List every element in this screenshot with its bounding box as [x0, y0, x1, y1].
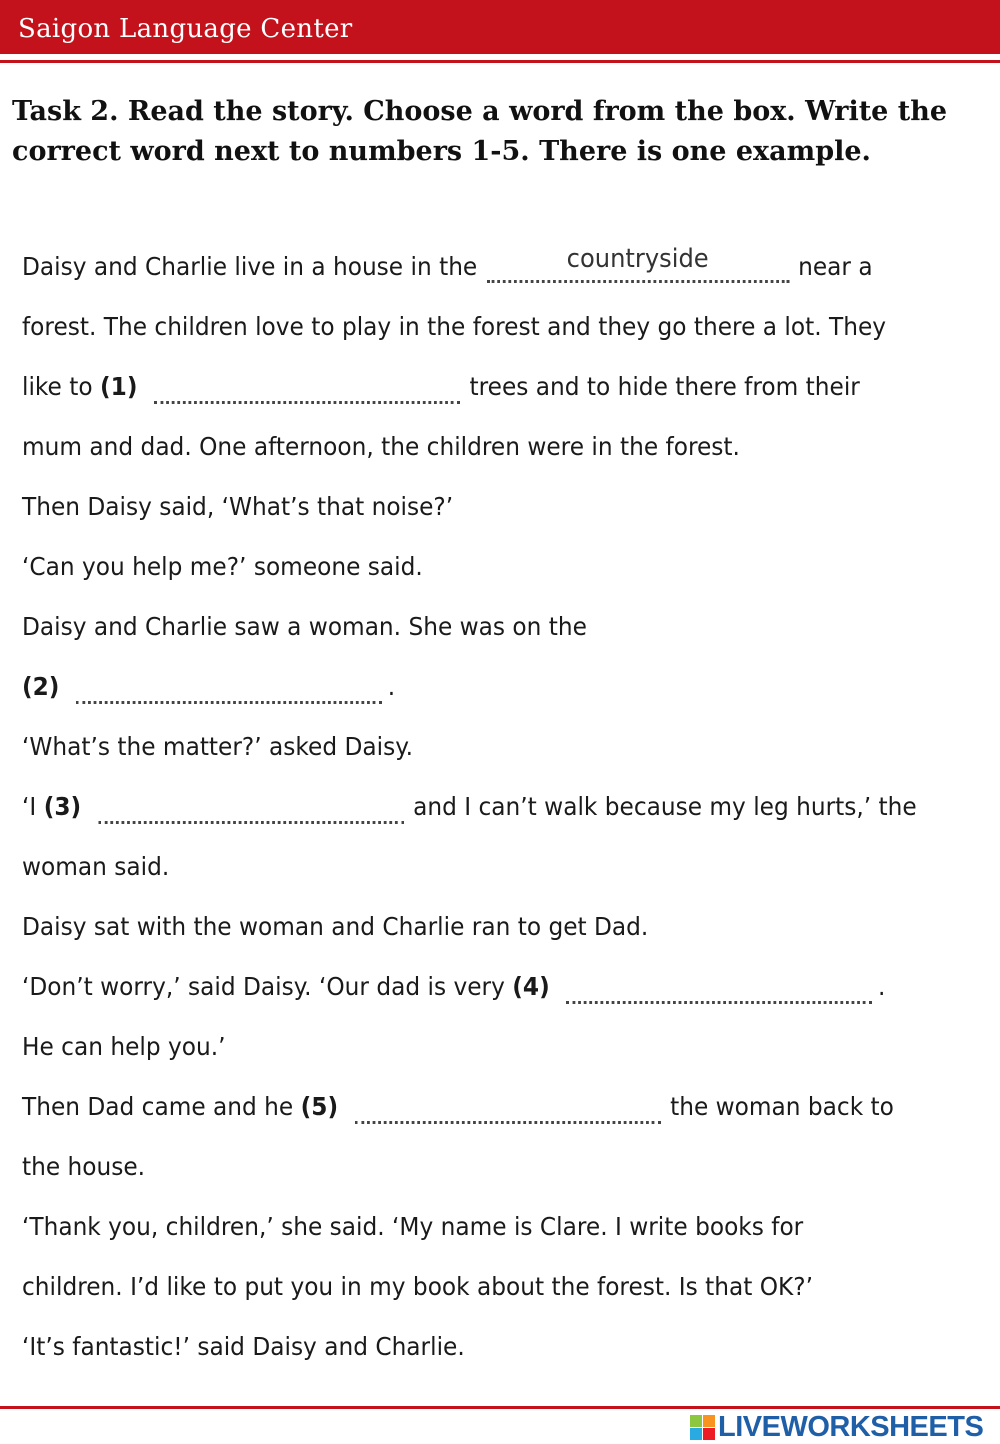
- story-line: [22, 1256, 919, 1316]
- story-line: [22, 776, 919, 836]
- answer-input-3[interactable]: [98, 789, 404, 824]
- story-text-segment: ‘Thank you, children,’ she said. ‘My name is Clare. I write books for: [22, 1211, 804, 1241]
- story-text-segment: Then Dad came and he: [22, 1091, 294, 1121]
- story-text-segment: woman said.: [22, 851, 170, 881]
- logo-grid-cell: [690, 1415, 702, 1427]
- story-text-segment: He can help you.’: [22, 1031, 226, 1061]
- story-text-segment: ‘Don’t worry,’ said Daisy. ‘Our dad is very: [22, 971, 505, 1001]
- story-text-segment: Daisy and Charlie live in a house in the: [22, 251, 478, 281]
- story-text-segment: like to: [22, 371, 93, 401]
- logo-grid-cell: [703, 1415, 715, 1427]
- story-text: [22, 236, 987, 1376]
- story-text-segment: and I can’t walk because my leg hurts,’ the: [413, 791, 917, 821]
- story-line: [22, 1196, 919, 1256]
- story-line: [22, 956, 919, 1016]
- story-line: [22, 836, 919, 896]
- story-line: [22, 1016, 919, 1076]
- story-line: [22, 896, 919, 956]
- answer-input-1[interactable]: [154, 369, 460, 404]
- story-line: [22, 236, 919, 296]
- story-text-segment: ‘I: [22, 791, 37, 821]
- story-line: [22, 536, 919, 596]
- logo-text: LIVEWORKSHEETS: [718, 1411, 984, 1443]
- answer-input-2[interactable]: [76, 669, 382, 704]
- story-text-segment: ‘What’s the matter?’ asked Daisy.: [22, 731, 414, 761]
- story-line: [22, 356, 919, 416]
- story-line: [22, 656, 919, 716]
- header-divider: [0, 60, 1000, 63]
- story-text-segment: children. I’d like to put you in my book about the forest. Is that OK?’: [22, 1271, 814, 1301]
- story-line: [22, 1076, 919, 1136]
- story-text-segment: ‘Can you help me?’ someone said.: [22, 551, 423, 581]
- question-number-1: (1): [100, 371, 138, 401]
- story-text-segment: Daisy and Charlie saw a woman. She was on the: [22, 611, 587, 641]
- header-bar: [0, 0, 1000, 54]
- story-text-segment: forest. The children love to play in the forest and they go there a lot. They: [22, 311, 887, 341]
- story-text-segment: mum and dad. One afternoon, the children were in the forest.: [22, 431, 740, 461]
- story-line: [22, 476, 919, 536]
- story-line: [22, 1316, 919, 1376]
- header-title: Saigon Language Center: [18, 14, 353, 44]
- question-number-2: (2): [22, 671, 60, 701]
- question-number-5: (5): [300, 1091, 339, 1121]
- logo-grid-cell: [690, 1428, 702, 1440]
- example-answer: countryside: [566, 243, 709, 274]
- story-text-segment: ‘It’s fantastic!’ said Daisy and Charlie.: [22, 1331, 465, 1361]
- answer-input-5[interactable]: [355, 1089, 661, 1124]
- task-instruction: Task 2. Read the story. Choose a word from the box. Write the correct word next to numbers 1-5. There is one example.: [12, 96, 948, 167]
- story-text-segment: near a: [798, 251, 873, 281]
- logo-grid-cell: [703, 1428, 715, 1440]
- story-text-segment: the woman back to: [670, 1091, 894, 1121]
- story-text-segment: the house.: [22, 1151, 146, 1181]
- logo-grid-icon: [690, 1415, 715, 1440]
- liveworksheets-logo: [690, 1411, 983, 1444]
- story-line: [22, 1136, 919, 1196]
- story-text-segment: Daisy sat with the woman and Charlie ran to get Dad.: [22, 911, 649, 941]
- story-line: [22, 416, 919, 476]
- story-line: [22, 296, 919, 356]
- story-text-segment: .: [877, 971, 886, 1001]
- question-number-4: (4): [512, 971, 550, 1001]
- example-blank: [487, 243, 789, 283]
- story-text-segment: Then Daisy said, ‘What’s that noise?’: [22, 491, 454, 521]
- answer-input-4[interactable]: [566, 969, 872, 1004]
- footer-divider: [0, 1406, 1000, 1409]
- story-line: [22, 716, 919, 776]
- story-text-segment: trees and to hide there from their: [469, 371, 860, 401]
- story-line: [22, 596, 919, 656]
- question-number-3: (3): [43, 791, 82, 821]
- story-text-segment: .: [387, 671, 396, 701]
